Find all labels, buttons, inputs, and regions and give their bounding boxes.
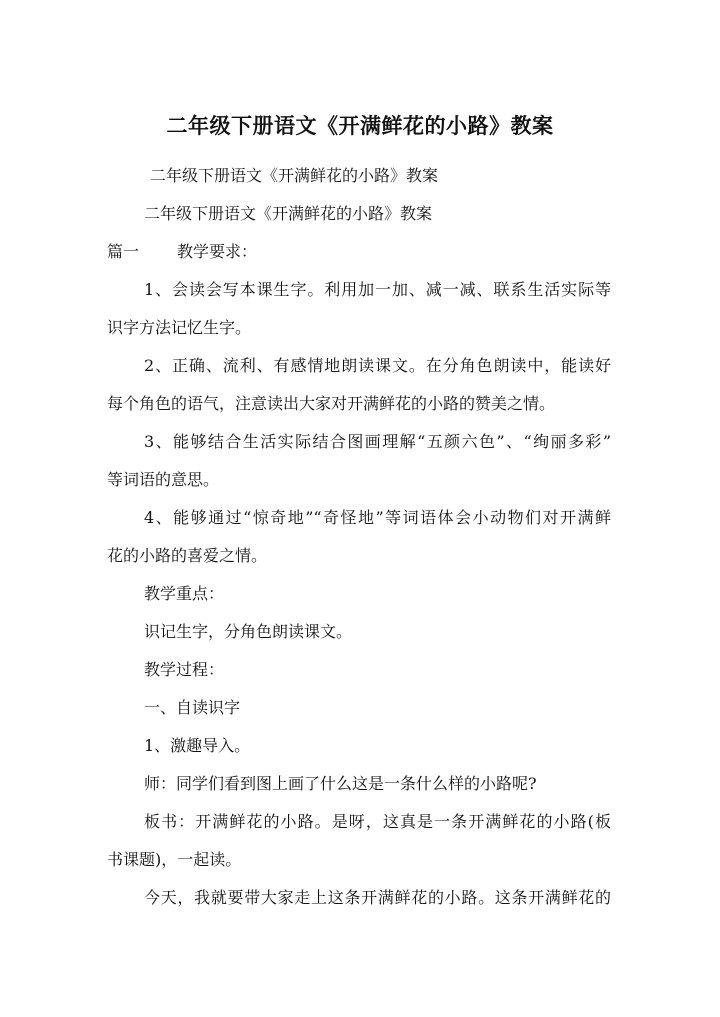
today-line: 今天，我就要带大家走上这条开满鲜花的小路。这条开满鲜花的 (144, 888, 611, 907)
requirement-3-line-2: 等词语的意思。 (107, 470, 220, 489)
focus-text: 识记生字，分角色朗读课文。 (144, 622, 353, 641)
focus-heading: 教学重点： (144, 584, 225, 603)
requirement-1-line-1: 1、会读会写本课生字。利用加一加、减一减、联系生活实际等 (144, 280, 611, 299)
requirement-4-line-2: 花的小路的喜爱之情。 (107, 546, 268, 565)
section-label: 篇一 (107, 242, 140, 261)
process-heading: 教学过程： (144, 660, 225, 679)
subtitle-line-2: 二年级下册语文《开满鲜花的小路》教案 (144, 204, 433, 223)
requirement-2-line-2: 每个角色的语气，注意读出大家对开满鲜花的小路的赞美之情。 (107, 394, 556, 413)
teacher-line: 师：同学们看到图上画了什么这是一条什么样的小路呢? (144, 774, 537, 793)
step-1: 1、激趣导入。 (144, 736, 251, 755)
requirement-3-line-1: 3、能够结合生活实际结合图画理解“五颜六色”、“绚丽多彩” (144, 432, 611, 451)
step-heading: 一、自读识字 (144, 698, 241, 717)
requirement-2-line-1: 2、正确、流利、有感情地朗读课文。在分角色朗读中，能读好 (144, 356, 611, 375)
document-title: 二年级下册语文《开满鲜花的小路》教案 (166, 114, 554, 138)
requirement-1-line-2: 识字方法记忆生字。 (107, 318, 252, 337)
section-heading: 教学要求： (177, 242, 258, 261)
board-line-2: 书课题)，一起读。 (107, 850, 242, 869)
board-line-1: 板书：开满鲜花的小路。是呀，这真是一条开满鲜花的小路(板 (144, 812, 611, 831)
requirement-4-line-1: 4、能够通过“惊奇地”“奇怪地”等词语体会小动物们对开满鲜 (144, 508, 611, 527)
subtitle-line-1: 二年级下册语文《开满鲜花的小路》教案 (150, 166, 439, 185)
